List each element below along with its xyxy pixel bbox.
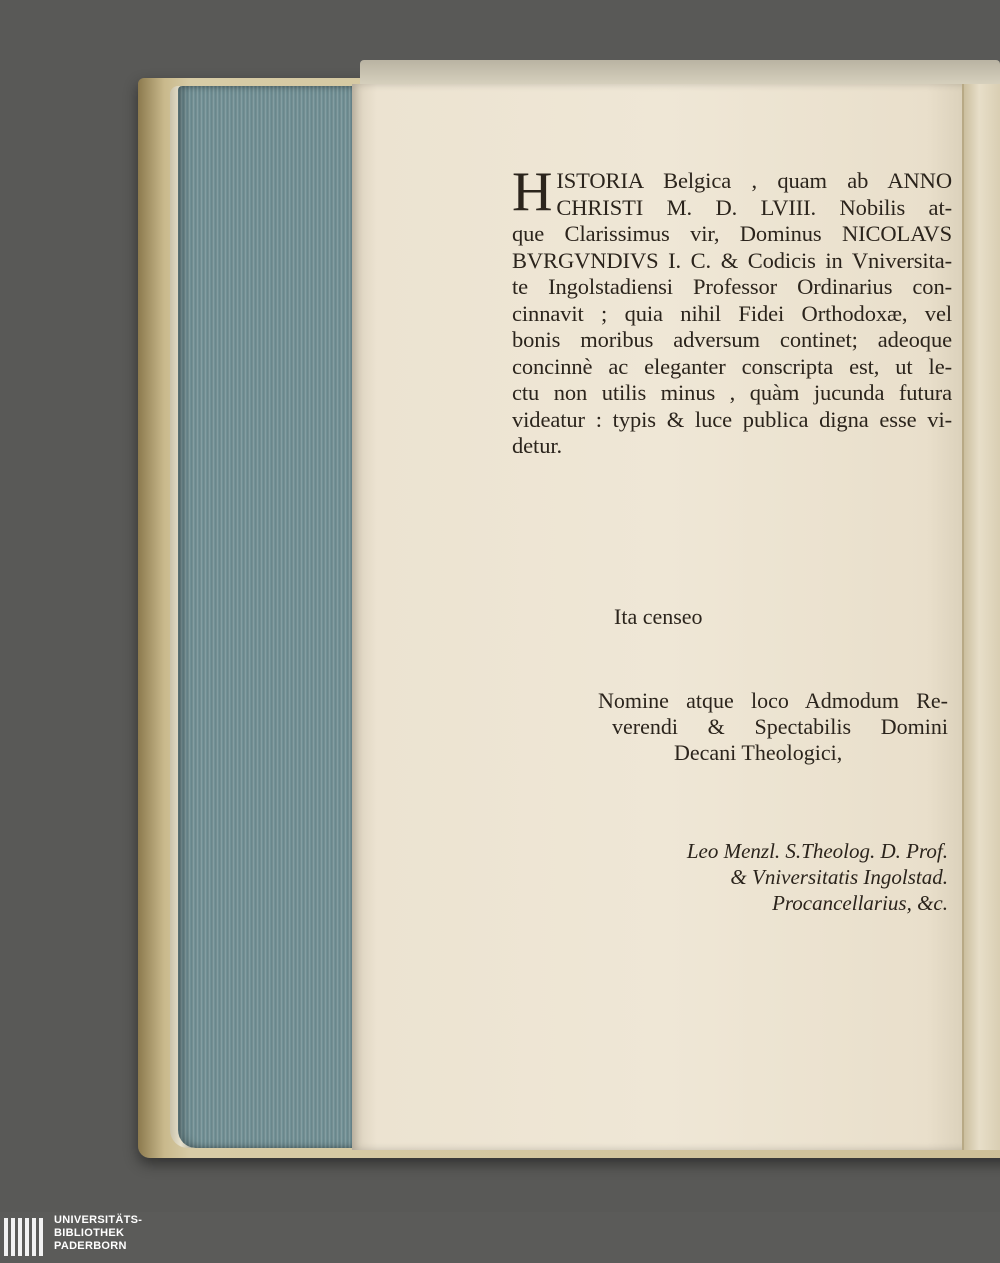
paragraph-line: que Clarissimus vir, Dominus NICOLAVS xyxy=(512,221,952,246)
paragraph-line: BVRGVNDIVS I. C. & Codicis in Vniversita- xyxy=(512,247,952,273)
page-block-edges xyxy=(178,86,358,1148)
censeo-line: Ita censeo xyxy=(614,604,703,629)
library-logo-text xyxy=(54,1214,142,1253)
cover-top-edge xyxy=(360,60,1000,86)
nomine-line: Nomine atque loco Admodum Re- xyxy=(598,688,948,713)
paragraph-line: ISTORIA Belgica , quam ab ANNO xyxy=(556,168,952,193)
logo-line: BIBLIOTHEK xyxy=(54,1227,125,1239)
paragraph-line: concinnè ac eleganter conscripta est, ut le- xyxy=(512,353,952,379)
footer-bar xyxy=(0,1212,1000,1263)
paragraph-line: videatur : typis & luce publica digna esse vi- xyxy=(512,406,952,432)
library-logo-icon xyxy=(4,1218,43,1256)
dropcap: H xyxy=(512,161,553,223)
paragraph-line: bonis moribus adversum continet; adeoque xyxy=(512,327,952,352)
signature-line: & Vniversitatis Ingolstad. xyxy=(730,865,948,889)
signature-line: Leo Menzl. S.Theolog. D. Prof. xyxy=(686,839,948,863)
paragraph-line: detur. xyxy=(512,433,563,458)
logo-line: PADERBORN xyxy=(54,1240,127,1252)
facing-page-edge xyxy=(962,84,1000,1150)
paragraph-line: te Ingolstadiensi Professor Ordinarius con- xyxy=(512,274,952,299)
approbation-paragraph xyxy=(512,161,952,460)
nomine-block xyxy=(598,688,948,766)
signature-block xyxy=(640,838,948,916)
paragraph-line: ctu non utilis minus , quàm jucunda futura xyxy=(512,380,952,405)
nomine-line: Decani Theologici, xyxy=(674,740,843,765)
nomine-line: verendi & Spectabilis Domini xyxy=(612,714,948,739)
paragraph-line: CHRISTI M. D. LVIII. Nobilis at- xyxy=(556,194,952,220)
paragraph-line: cinnavit ; quia nihil Fidei Orthodoxæ, vel xyxy=(512,300,952,326)
signature-line: Procancellarius, &c. xyxy=(772,891,948,915)
logo-line: UNIVERSITÄTS- xyxy=(54,1214,143,1226)
